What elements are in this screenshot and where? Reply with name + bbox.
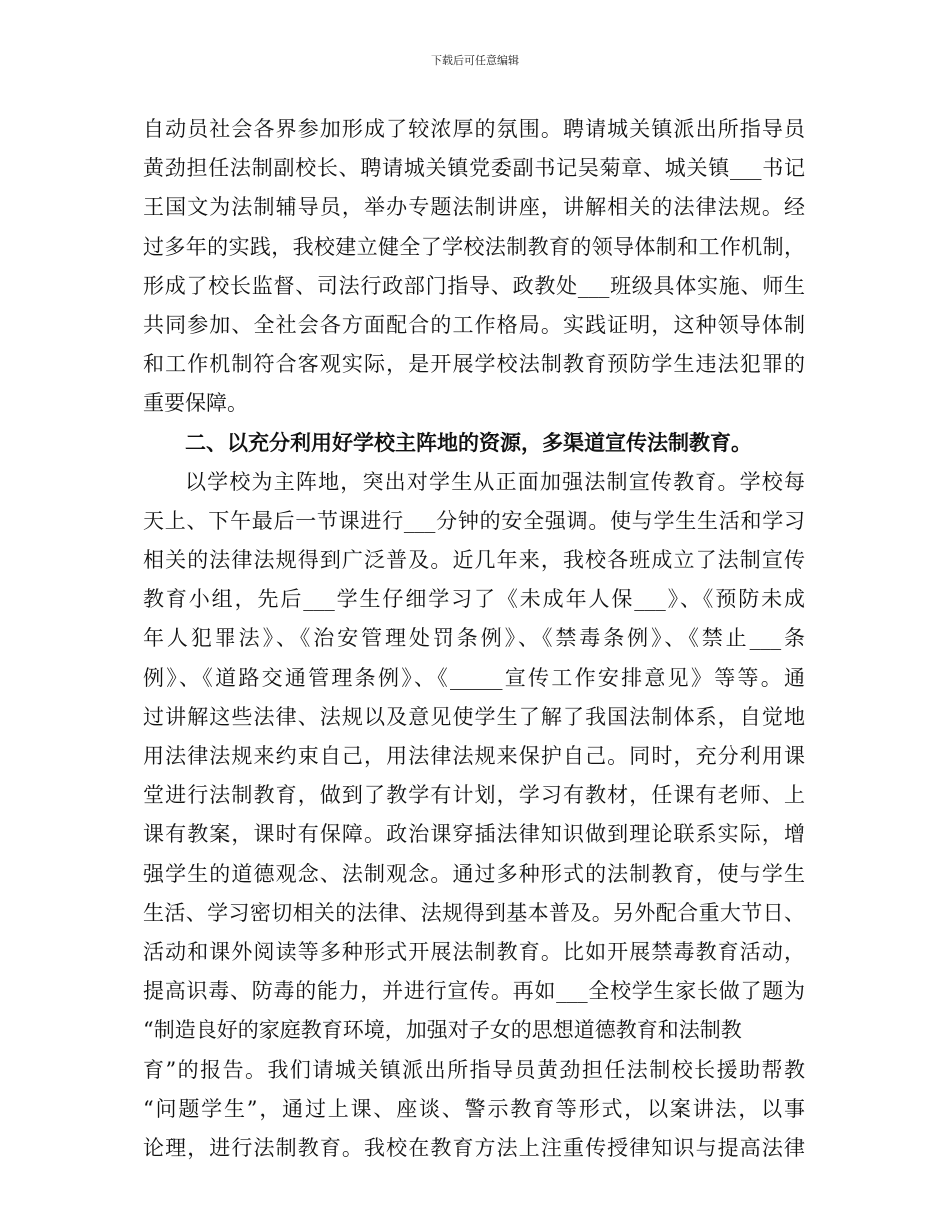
body-line: 自动员社会各界参加形成了较浓厚的氛围。聘请城关镇派出所指导员	[143, 117, 805, 141]
body-line: 教育小组，先后___学生仔细学习了《未成年人保___》、《预防未成	[143, 587, 805, 612]
body-line: 天上、下午最后一节课进行___分钟的安全强调。使与学生生活和学习	[143, 508, 805, 533]
body-line: 重要保障。	[143, 391, 248, 416]
body-line: 相关的法律法规得到广泛普及。近几年来，我校各班成立了法制宣传	[143, 548, 805, 573]
section-heading: 二、以充分利用好学校主阵地的资源，多渠道宣传法制教育。	[185, 430, 752, 455]
body-line: 年人犯罪法》、《治安管理处罚条例》、《禁毒条例》、《禁止___条	[143, 626, 805, 651]
document-body	[143, 110, 805, 1168]
body-line: 论理，进行法制教育。我校在教育方法上注重传授律知识与提高法律	[143, 1135, 805, 1160]
body-line: 课有教案，课时有保障。政治课穿插法律知识做到理论联系实际，增	[143, 822, 805, 847]
body-line: 和工作机制符合客观实际，是开展学校法制教育预防学生违法犯罪的	[143, 352, 805, 377]
body-line: 用法律法规来约束自己，用法律法规来保护自己。同时，充分利用课	[143, 744, 805, 768]
body-line: “问题学生”，通过上课、座谈、警示教育等形式，以案讲法，以事	[143, 1096, 805, 1121]
body-line: 强学生的道德观念、法制观念。通过多种形式的法制教育，使与学生	[143, 861, 805, 886]
body-line: 过讲解这些法律、法规以及意见使学生了解了我国法制体系，自觉地	[143, 704, 805, 729]
body-line: 形成了校长监督、司法行政部门指导、政教处___班级具体实施、师生	[143, 273, 805, 298]
body-line: 堂进行法制教育，做到了教学有计划，学习有教材，任课有老师、上	[143, 783, 805, 808]
body-line: 育”的报告。我们请城关镇派出所指导员黄劲担任法制校长援助帮教	[143, 1057, 805, 1082]
page-header: 下载后可任意编辑	[431, 54, 519, 67]
body-line: 黄劲担任法制副校长、聘请城关镇党委副书记吴菊章、城关镇___书记	[143, 156, 805, 181]
body-line: 活动和课外阅读等多种形式开展法制教育。比如开展禁毒教育活动，	[143, 939, 805, 964]
body-line: 提高识毒、防毒的能力，并进行宣传。再如___全校学生家长做了题为	[143, 979, 805, 1004]
body-line: 共同参加、全社会各方面配合的工作格局。实践证明，这种领导体制	[143, 312, 805, 337]
body-line: 例》、《道路交通管理条例》、《_____宣传工作安排意见》等等。通	[143, 665, 805, 690]
body-line: 王国文为法制辅导员，举办专题法制讲座，讲解相关的法律法规。经	[143, 195, 805, 220]
body-line: 生活、学习密切相关的法律、法规得到基本普及。另外配合重大节日、	[143, 900, 805, 925]
body-line: 过多年的实践，我校建立健全了学校法制教育的领导体制和工作机制，	[143, 234, 805, 259]
body-line: 以学校为主阵地，突出对学生从正面加强法制宣传教育。学校每	[185, 469, 805, 494]
body-line: “制造良好的家庭教育环境，加强对子女的思想道德教育和法制教	[143, 1018, 742, 1043]
